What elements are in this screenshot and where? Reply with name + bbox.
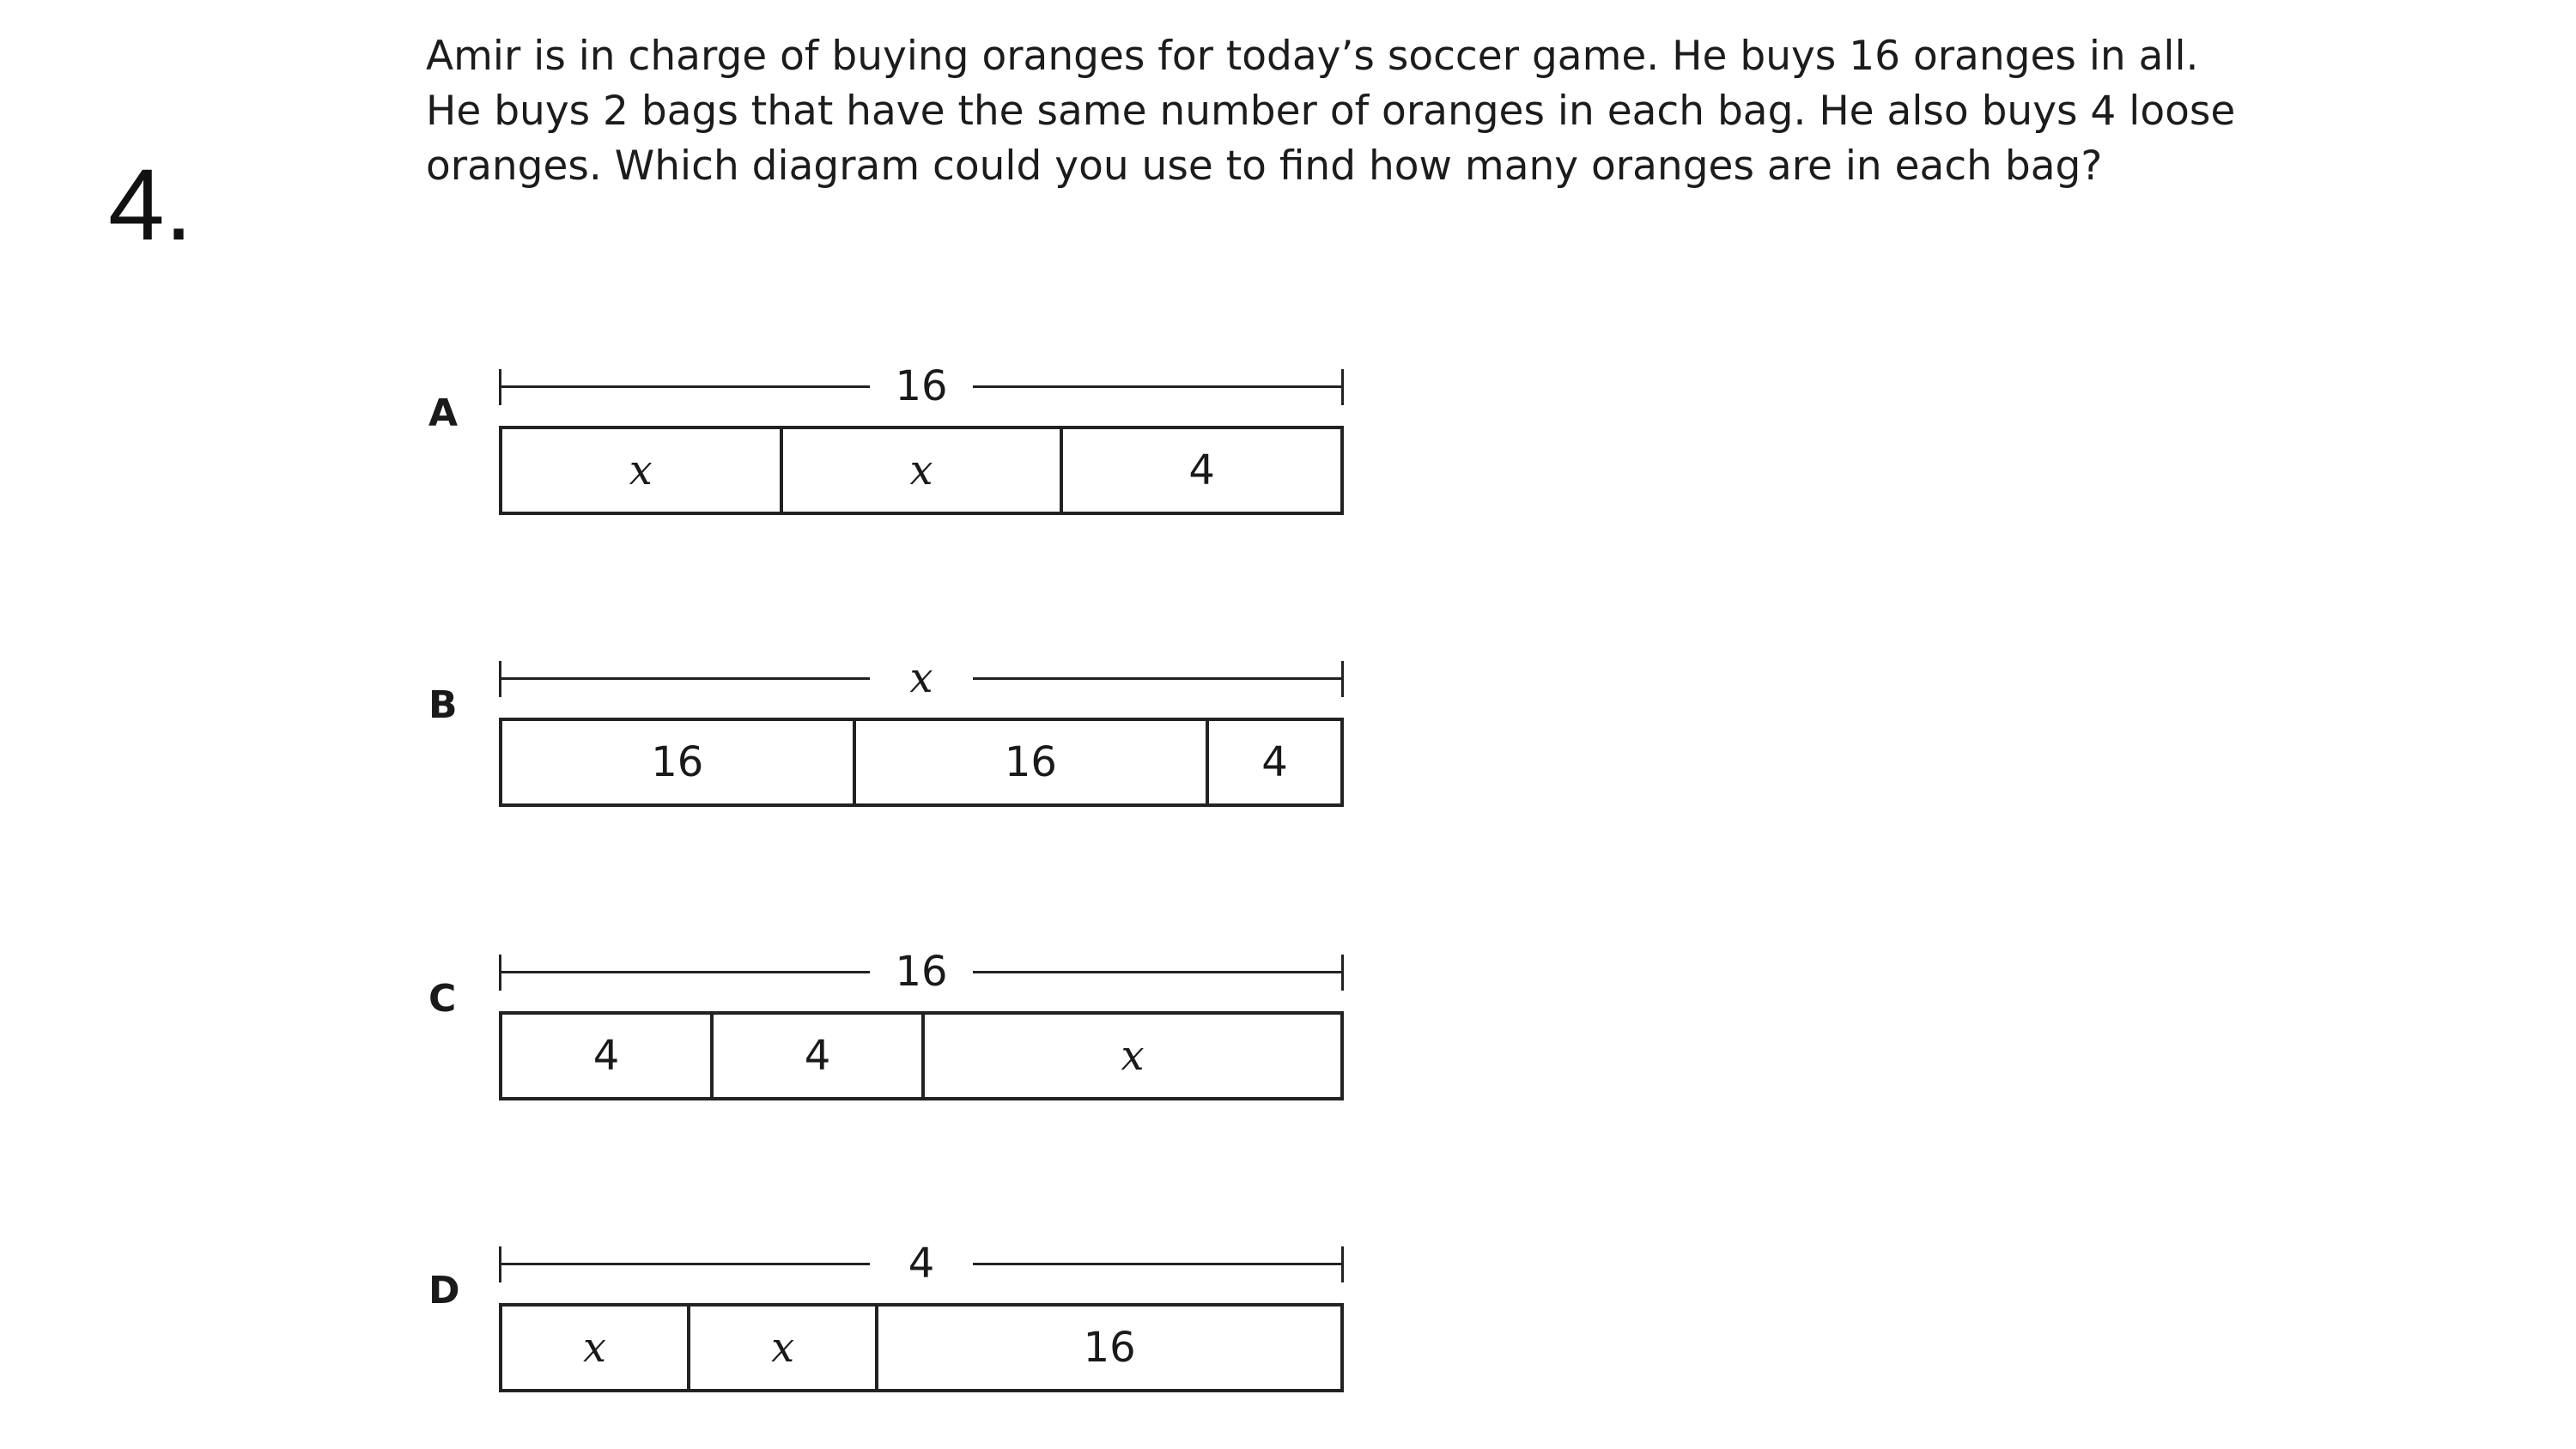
choice-letter: A <box>428 391 459 435</box>
bracket-line <box>973 1263 1344 1265</box>
tape-diagram <box>499 1303 1344 1392</box>
tape-segment: 4 <box>1261 738 1288 786</box>
total-bracket <box>499 652 1344 704</box>
bracket-end-tick <box>499 955 501 991</box>
tape-segment: x <box>1121 1032 1145 1080</box>
bracket-end-tick <box>499 369 501 405</box>
total-bracket <box>499 361 1344 412</box>
tape-segment: 4 <box>502 1015 714 1097</box>
total-label: x <box>909 654 933 702</box>
tape-segment: x <box>502 429 783 512</box>
total-label: 4 <box>908 1240 935 1288</box>
tape-diagram <box>499 718 1344 807</box>
bracket-end-tick <box>499 1246 501 1282</box>
bracket-end-tick <box>499 661 501 697</box>
bracket-end-tick <box>1341 955 1344 991</box>
bracket-end-tick <box>1341 1246 1344 1282</box>
question-number: 4. <box>108 149 193 262</box>
bracket-line <box>499 1263 870 1265</box>
tape-segment: 16 <box>1083 1324 1136 1372</box>
tape-segment: x <box>690 1307 878 1389</box>
choice-letter: B <box>428 683 458 727</box>
bracket-end-tick <box>1341 369 1344 405</box>
total-label: 16 <box>895 362 948 410</box>
bracket-line <box>499 971 870 973</box>
tape-diagram <box>499 1011 1344 1100</box>
tape-segment: 16 <box>502 721 856 803</box>
choice-letter: C <box>428 977 457 1021</box>
bracket-line <box>499 385 870 388</box>
bracket-end-tick <box>1341 661 1344 697</box>
tape-segment: x <box>502 1307 690 1389</box>
choice-a[interactable] <box>425 350 1370 548</box>
tape-segment: 16 <box>856 721 1210 803</box>
bracket-line <box>973 971 1344 973</box>
total-bracket <box>499 1238 1344 1289</box>
tape-segment: 4 <box>714 1015 925 1097</box>
choice-c[interactable] <box>425 936 1370 1133</box>
bracket-line <box>499 677 870 680</box>
choice-letter: D <box>428 1269 460 1313</box>
tape-segment: x <box>783 429 1064 512</box>
choice-b[interactable] <box>425 642 1370 840</box>
bracket-line <box>973 385 1344 388</box>
choice-d[interactable] <box>425 1228 1370 1425</box>
total-bracket <box>499 946 1344 997</box>
tape-diagram <box>499 426 1344 515</box>
bracket-line <box>973 677 1344 680</box>
tape-segment: 4 <box>1188 446 1215 494</box>
question-text: Amir is in charge of buying oranges for today’s soccer game. He buys 16 oranges in all. He buys 2 bags that have the same number of oranges in each bag. He also buys 4 loose oranges. Which diagram could you use to find how many oranges are in each bag? <box>426 33 2236 190</box>
total-label: 16 <box>895 948 948 996</box>
